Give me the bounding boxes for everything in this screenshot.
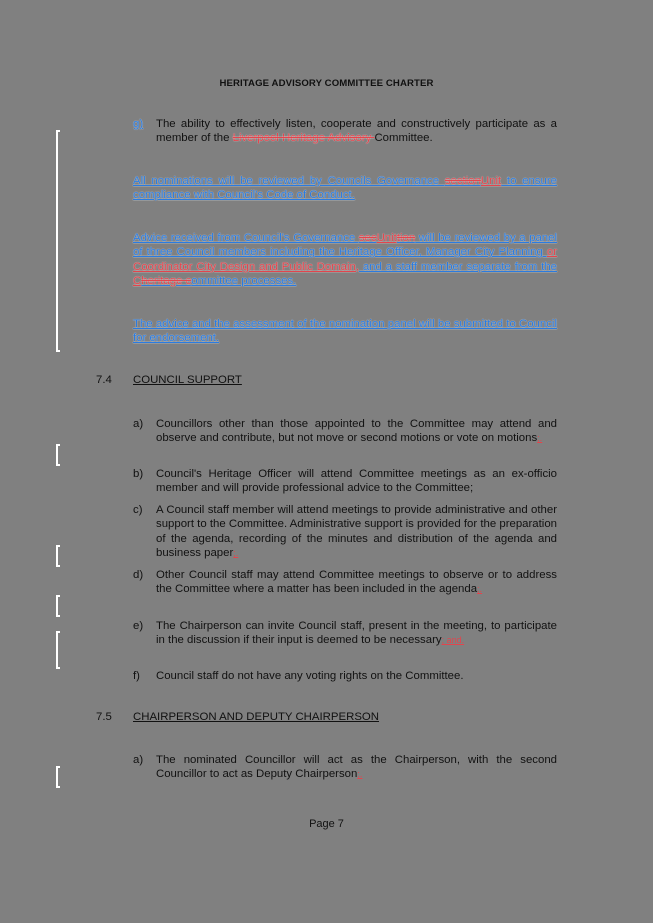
list-label: b)	[133, 468, 144, 480]
list-item	[156, 619, 557, 648]
paragraph-text: will be reviewed by a panel of three Council members including the Heritage Officer, Manager City Planning	[133, 232, 558, 259]
list-item	[156, 568, 557, 597]
revision-mark: ;.	[357, 769, 363, 780]
document-header: HERITAGE ADVISORY COMMITTEE CHARTER	[219, 78, 434, 89]
list-label: a)	[133, 754, 144, 766]
revision-mark: ;.	[477, 584, 483, 595]
revision-mark: ;.	[233, 548, 239, 559]
page-number: Page 7	[309, 818, 344, 830]
inserted-text: Unit	[376, 232, 397, 244]
deleted-text: heritage c	[141, 275, 192, 288]
paragraph-advice	[133, 231, 557, 289]
section-number: 7.4	[96, 374, 112, 386]
paragraph-text: and a staff member separate from the	[359, 260, 557, 273]
change-bar	[56, 766, 58, 788]
list-item-text: A Council staff member will attend meetings to provide administrative and other support to the Committee. Administrative support is provided for the preparation of the agenda, recording of the minutes and distribution of the agenda and business paper	[156, 504, 557, 560]
deleted-text: sec	[358, 232, 377, 244]
paragraph-submit: The advice and the assessment of the nomination panel will be submitted to Council for endorsement.	[133, 318, 557, 345]
list-label: e)	[133, 620, 144, 632]
inserted-text: or Coordinator City Design and Public Domain,	[133, 246, 557, 273]
deleted-text: Liverpool Heritage Advisory	[232, 132, 375, 145]
change-bar	[56, 595, 58, 617]
list-item	[156, 467, 557, 496]
paragraph-text: ommittee processes.	[191, 275, 297, 288]
list-label: a)	[133, 418, 144, 430]
list-label: d)	[133, 569, 144, 581]
list-item	[156, 503, 557, 561]
change-bar	[56, 545, 58, 567]
list-label: c)	[133, 504, 143, 516]
paragraph-text: All nominations will be reviewed by Councils Governance	[133, 175, 445, 187]
section-title: COUNCIL SUPPORT	[133, 374, 242, 386]
section-number: 7.5	[96, 711, 112, 723]
revision-mark: ; and.	[441, 635, 465, 646]
list-label-g: g)	[133, 118, 144, 130]
list-item	[156, 669, 557, 683]
list-item-text: Council staff do not have any voting rights on the Committee.	[156, 670, 464, 682]
list-item	[156, 417, 557, 446]
list-item	[156, 753, 557, 782]
deleted-text: section	[444, 175, 481, 187]
change-bar	[56, 444, 58, 466]
item-g-text: The ability to effectively listen, cooperate and constructively participate as a member of the	[156, 118, 557, 145]
list-item-text: The Chairperson can invite Council staff, present in the meeting, to participate in the discussion if their input is deemed to be necessary	[156, 620, 557, 647]
paragraph-text: to ensure compliance with Council's Code of Conduct.	[133, 175, 557, 202]
change-bar	[56, 631, 58, 669]
list-item-g	[156, 117, 557, 146]
list-item-text: The nominated Councillor will act as the Chairperson, with the second Councillor to act as Deputy Chairperson	[156, 754, 557, 781]
list-item-text: Council's Heritage Officer will attend Committee meetings as an ex-officio member and will provide professional advice to the Committee;	[156, 468, 557, 495]
change-bar	[56, 130, 58, 352]
inserted-text: C	[133, 275, 142, 288]
list-item-text: Councillors other than those appointed to the Committee may attend and observe and contribute, but not move or second motions or vote on motions	[156, 418, 557, 445]
list-item-text: Other Council staff may attend Committee meetings to observe or to address the Committee where a matter has been included in the agenda	[156, 569, 557, 596]
deleted-text: tion	[396, 232, 416, 244]
item-g-text-end: Committee.	[374, 132, 433, 145]
paragraph-nominations	[133, 174, 557, 203]
revision-mark: ;.	[537, 433, 543, 444]
paragraph-text: Advice received from Council's Governance	[133, 232, 359, 244]
inserted-text: Unit	[480, 175, 502, 187]
section-title: CHAIRPERSON AND DEPUTY CHAIRPERSON	[133, 711, 379, 723]
list-label: f)	[133, 670, 140, 682]
